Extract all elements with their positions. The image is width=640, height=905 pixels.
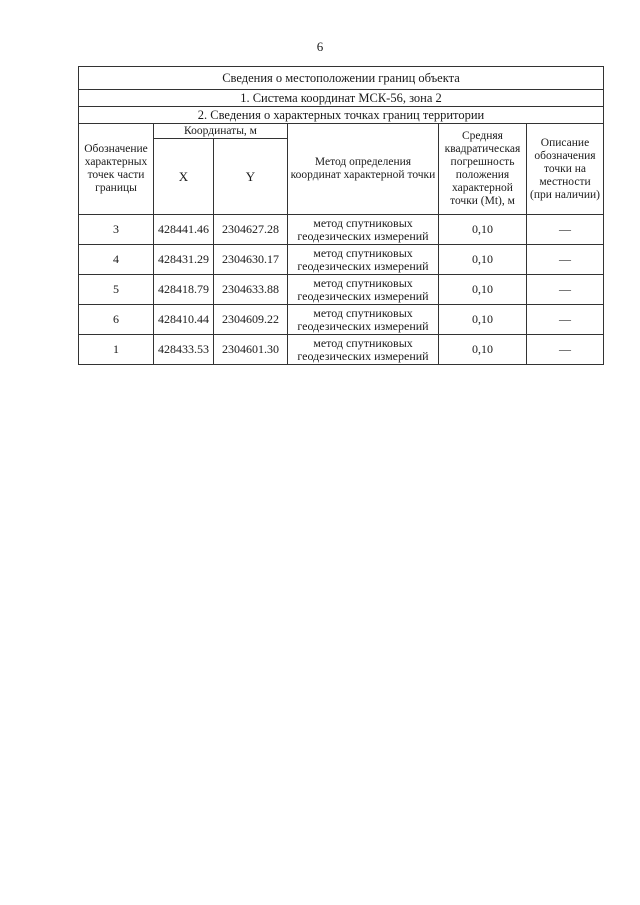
coordinate-system: 1. Система координат МСК-56, зона 2 (79, 90, 604, 107)
description: — (527, 305, 604, 335)
header-method: Метод определения координат характерной точки (288, 124, 439, 215)
header-point: Обозначение характерных точек части границы (79, 124, 154, 215)
description: — (527, 335, 604, 365)
header-x: X (154, 139, 214, 215)
error-mt: 0,10 (439, 215, 527, 245)
header-row-1 (79, 124, 604, 139)
coord-x: 428441.46 (154, 215, 214, 245)
header-error: Средняя квадратическая погрешность положения характерной точки (Mt), м (439, 124, 527, 215)
point-id: 6 (79, 305, 154, 335)
point-id: 4 (79, 245, 154, 275)
coord-x: 428431.29 (154, 245, 214, 275)
header-coords: Координаты, м (154, 124, 288, 139)
coord-x: 428410.44 (154, 305, 214, 335)
coord-y: 2304627.28 (214, 215, 288, 245)
section-title-row (79, 107, 604, 124)
description: — (527, 275, 604, 305)
table-row (79, 245, 604, 275)
table-title: Сведения о местоположении границ объекта (79, 67, 604, 90)
coordinate-system-row (79, 90, 604, 107)
coord-x: 428433.53 (154, 335, 214, 365)
method: метод спутниковых геодезических измерений (288, 215, 439, 245)
table-row (79, 335, 604, 365)
header-description: Описание обозначения точки на местности (при наличии) (527, 124, 604, 215)
boundary-points-table (78, 66, 604, 365)
point-id: 1 (79, 335, 154, 365)
coord-y: 2304601.30 (214, 335, 288, 365)
section-title: 2. Сведения о характерных точках границ территории (79, 107, 604, 124)
method: метод спутниковых геодезических измерений (288, 305, 439, 335)
error-mt: 0,10 (439, 335, 527, 365)
error-mt: 0,10 (439, 305, 527, 335)
table-row (79, 215, 604, 245)
coord-x: 428418.79 (154, 275, 214, 305)
method: метод спутниковых геодезических измерений (288, 335, 439, 365)
error-mt: 0,10 (439, 275, 527, 305)
coord-y: 2304630.17 (214, 245, 288, 275)
page-number: 6 (316, 39, 324, 54)
point-id: 5 (79, 275, 154, 305)
description: — (527, 215, 604, 245)
coord-y: 2304633.88 (214, 275, 288, 305)
error-mt: 0,10 (439, 245, 527, 275)
coord-y: 2304609.22 (214, 305, 288, 335)
method: метод спутниковых геодезических измерений (288, 275, 439, 305)
header-y: Y (214, 139, 288, 215)
description: — (527, 245, 604, 275)
method: метод спутниковых геодезических измерений (288, 245, 439, 275)
table-row (79, 305, 604, 335)
point-id: 3 (79, 215, 154, 245)
table-row (79, 275, 604, 305)
table-title-row (79, 67, 604, 90)
